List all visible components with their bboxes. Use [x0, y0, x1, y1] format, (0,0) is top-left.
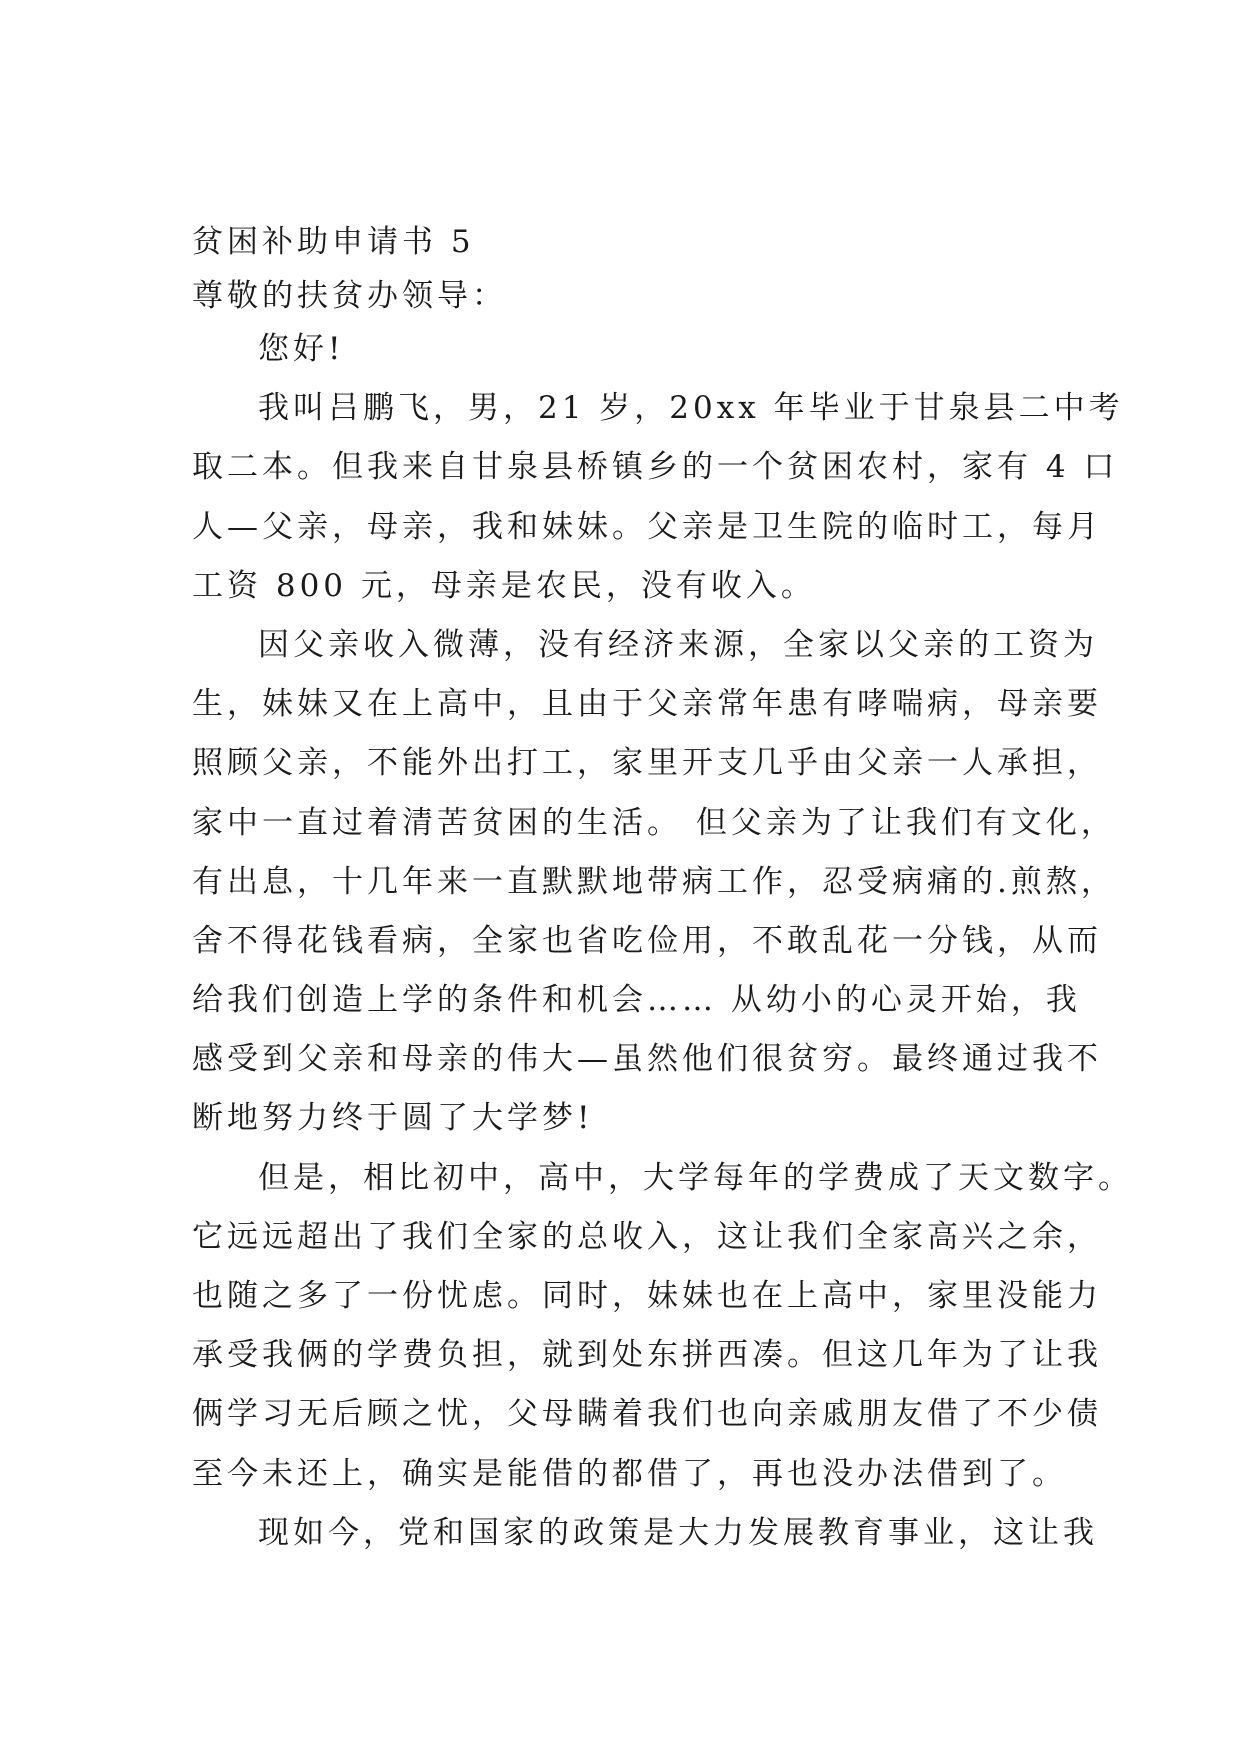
text-line: 工资 800 元，母亲是农民，没有收入。 [192, 567, 816, 604]
text-line: 现如今，党和国家的政策是大力发展教育事业，这让我 [258, 1514, 1098, 1551]
text-line: 但是，相比初中，高中，大学每年的学费成了天文数字。 [258, 1159, 1133, 1196]
text-line: 家中一直过着清苦贫困的生活。 但父亲为了让我们有文化， [192, 804, 1116, 841]
paragraph-4 [192, 1504, 1098, 1563]
text-line: 俩学习无后顾之忧，父母瞒着我们也向亲戚朋友借了不少债 [192, 1396, 1102, 1433]
text-line: 照顾父亲，不能外出打工，家里开支几乎由父亲一人承担， [192, 745, 1102, 782]
document-title: 贫困补助申请书 5 [192, 224, 475, 260]
text-line: 也随之多了一份忧虑。同时，妹妹也在上高中，家里没能力 [192, 1278, 1102, 1315]
greeting: 您好! [258, 331, 345, 367]
text-line: 生，妹妹又在上高中，且由于父亲常年患有哮喘病，母亲要 [192, 686, 1102, 723]
text-line: 因父亲收入微薄，没有经济来源，全家以父亲的工资为 [258, 626, 1098, 663]
salutation: 尊敬的扶贫办领导： [192, 278, 507, 314]
text-line: 感受到父亲和母亲的伟大—虽然他们很贫穷。最终通过我不 [192, 1041, 1102, 1078]
text-line: 至今未还上，确实是能借的都借了，再也没办法借到了。 [192, 1455, 1067, 1492]
paragraph-2 [192, 616, 1116, 1149]
document-page [192, 222, 1133, 1563]
text-line: 有出息，十几年来一直默默地带病工作，忍受病痛的.煎熬， [192, 863, 1116, 900]
text-line: 给我们创造上学的条件和机会…… 从幼小的心灵开始，我 [192, 982, 1081, 1019]
paragraph-3 [192, 1149, 1133, 1504]
text-line: 人—父亲，母亲，我和妹妹。父亲是卫生院的临时工，每月 [192, 508, 1102, 545]
paragraph-1 [192, 379, 1124, 616]
text-line: 舍不得花钱看病，全家也省吃俭用，不敢乱花一分钱，从而 [192, 922, 1102, 959]
text-line: 断地努力终于圆了大学梦! [192, 1100, 594, 1137]
text-line: 承受我俩的学费负担，就到处东拼西凑。但这几年为了让我 [192, 1337, 1102, 1374]
text-line: 我叫吕鹏飞，男，21 岁，20xx 年毕业于甘泉县二中考 [258, 390, 1124, 427]
text-line: 取二本。但我来自甘泉县桥镇乡的一个贫困农村，家有 4 口 [192, 449, 1119, 486]
text-line: 它远远超出了我们全家的总收入，这让我们全家高兴之余， [192, 1218, 1102, 1255]
